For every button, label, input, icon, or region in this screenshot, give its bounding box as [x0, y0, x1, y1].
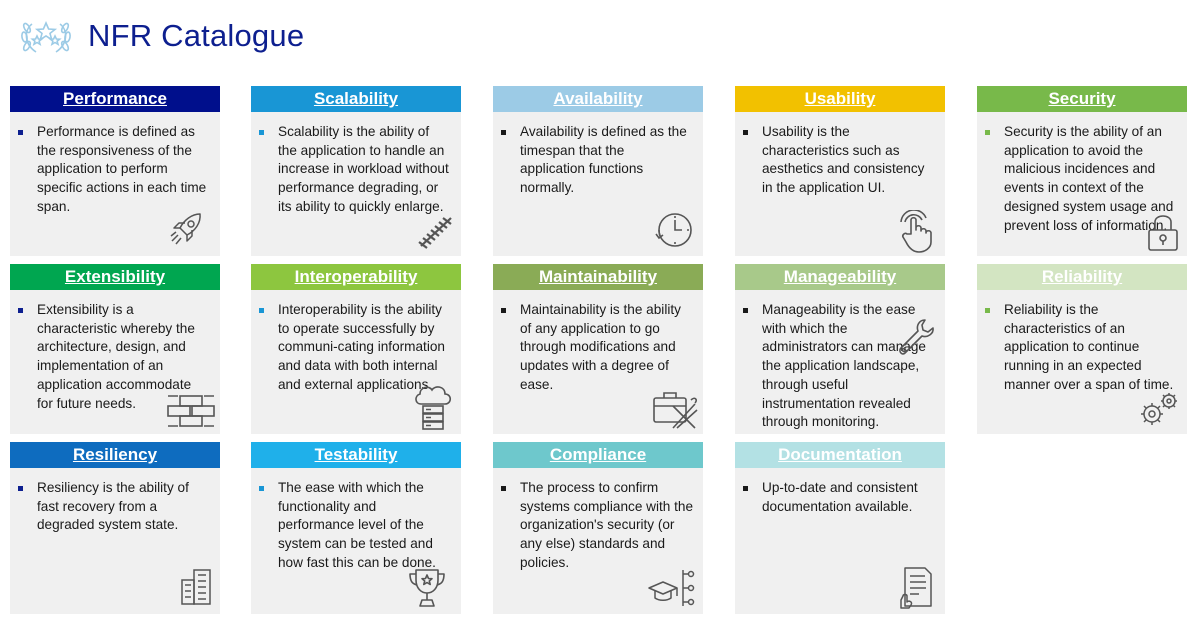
nfr-card-compliance	[493, 442, 703, 614]
page-title: NFR Catalogue	[88, 18, 305, 53]
card-title: Scalability	[313, 89, 399, 108]
trophy-icon	[407, 566, 447, 610]
card-header	[977, 264, 1187, 290]
nfr-card-maintainability	[493, 264, 703, 434]
nfr-card-manageability	[735, 264, 945, 434]
card-description: Interoperability is the ability to operate successfully by communi-cating information and data with both internal and external applications.	[278, 302, 445, 392]
touch-icon	[895, 210, 939, 254]
card-header	[10, 86, 220, 112]
card-description: Availability is defined as the timespan that the application functions normally.	[520, 124, 687, 196]
spring-icon	[415, 210, 457, 252]
graduation-cap-icon	[647, 566, 695, 610]
nfr-card-interoperability	[251, 264, 461, 434]
bullet-square-icon	[985, 130, 990, 135]
wrench-icon	[895, 316, 939, 360]
bricks-icon	[166, 394, 216, 430]
card-title: Reliability	[1041, 267, 1123, 286]
bullet-square-icon	[501, 130, 506, 135]
card-description: Resiliency is the ability of fast recovery from a degraded system state.	[37, 480, 189, 533]
toolbox-icon	[651, 388, 699, 430]
page-header	[18, 12, 304, 60]
bullet-square-icon	[501, 308, 506, 313]
bullet-square-icon	[501, 486, 506, 491]
card-header	[493, 86, 703, 112]
card-body	[251, 290, 461, 395]
card-body	[251, 112, 461, 217]
bullet-square-icon	[18, 486, 23, 491]
card-title: Security	[1048, 89, 1116, 108]
card-header	[735, 264, 945, 290]
card-header	[10, 442, 220, 468]
nfr-card-testability	[251, 442, 461, 614]
gears-icon	[1137, 390, 1181, 430]
card-body	[493, 468, 703, 573]
card-description: Security is the ability of an application to avoid the malicious incidences and events in context of the designed system usage and prevent loss of information.	[1004, 124, 1174, 233]
card-title: Interoperability	[294, 267, 418, 286]
rocket-icon	[166, 208, 208, 250]
card-body	[735, 112, 945, 198]
bullet-square-icon	[18, 130, 23, 135]
card-title: Availability	[553, 89, 643, 108]
card-body	[735, 290, 945, 432]
card-description: Extensibility is a characteristic whereby the architecture, design, and implementation of an application accommodate for future needs.	[37, 302, 195, 411]
card-title: Usability	[804, 89, 876, 108]
card-title: Compliance	[549, 445, 647, 464]
card-header	[251, 86, 461, 112]
nfr-card-performance	[10, 86, 220, 256]
card-body	[10, 112, 220, 217]
cloud-server-icon	[411, 382, 455, 432]
card-description: Maintainability is the ability of any application to go through modifications and updates with a degree of ease.	[520, 302, 681, 392]
card-body	[493, 112, 703, 198]
bullet-square-icon	[259, 130, 264, 135]
clock-icon	[651, 208, 695, 252]
card-title: Testability	[314, 445, 398, 464]
card-body	[10, 468, 220, 535]
card-description: Up-to-date and consistent documentation available.	[762, 480, 918, 514]
nfr-card-extensibility	[10, 264, 220, 434]
bullet-square-icon	[259, 486, 264, 491]
nfr-card-reliability	[977, 264, 1187, 434]
bullet-square-icon	[743, 486, 748, 491]
nfr-card-documentation	[735, 442, 945, 614]
nfr-card-availability	[493, 86, 703, 256]
card-description: The ease with which the functionality and performance level of the system can be tested and how fast this can be done.	[278, 480, 436, 570]
nfr-card-scalability	[251, 86, 461, 256]
nfr-card-security	[977, 86, 1187, 256]
bullet-square-icon	[743, 308, 748, 313]
card-header	[977, 86, 1187, 112]
nfr-card-resiliency	[10, 442, 220, 614]
bullet-square-icon	[985, 308, 990, 313]
card-body	[735, 468, 945, 516]
card-title: Documentation	[778, 445, 902, 464]
card-header	[735, 86, 945, 112]
laurel-stars-icon	[18, 14, 74, 58]
card-description: Scalability is the ability of the application to handle an increase in workload without performance degrading, or its ability to quickly enlarge.	[278, 124, 449, 214]
bullet-square-icon	[18, 308, 23, 313]
card-header	[251, 264, 461, 290]
card-description: Reliability is the characteristics of an application to continue running in an expected manner over a span of time.	[1004, 302, 1174, 392]
card-header	[735, 442, 945, 468]
card-title: Manageability	[783, 267, 897, 286]
buildings-icon	[180, 566, 214, 606]
card-header	[10, 264, 220, 290]
card-title: Performance	[63, 89, 167, 108]
card-description: Usability is the characteristics such as aesthetics and consistency in the application UI.	[762, 124, 925, 196]
lock-icon	[1143, 210, 1183, 254]
card-title: Maintainability	[538, 267, 658, 286]
card-title: Resiliency	[72, 445, 158, 464]
bullet-square-icon	[259, 308, 264, 313]
card-body	[493, 290, 703, 395]
card-title: Extensibility	[64, 267, 166, 286]
bullet-square-icon	[743, 130, 748, 135]
card-description: Performance is defined as the responsiveness of the application to perform specific actions in each time span.	[37, 124, 207, 214]
nfr-card-usability	[735, 86, 945, 256]
card-header	[493, 442, 703, 468]
card-body	[251, 468, 461, 573]
card-header	[493, 264, 703, 290]
card-description: The process to confirm systems compliance with the organization's security (or any else) standards and policies.	[520, 480, 694, 570]
card-description: Manageability is the ease with which the administrators can manage the application landscape, through useful instrumentation revealed through monitoring.	[762, 302, 926, 430]
document-icon	[899, 566, 935, 610]
card-body	[977, 290, 1187, 395]
card-header	[251, 442, 461, 468]
